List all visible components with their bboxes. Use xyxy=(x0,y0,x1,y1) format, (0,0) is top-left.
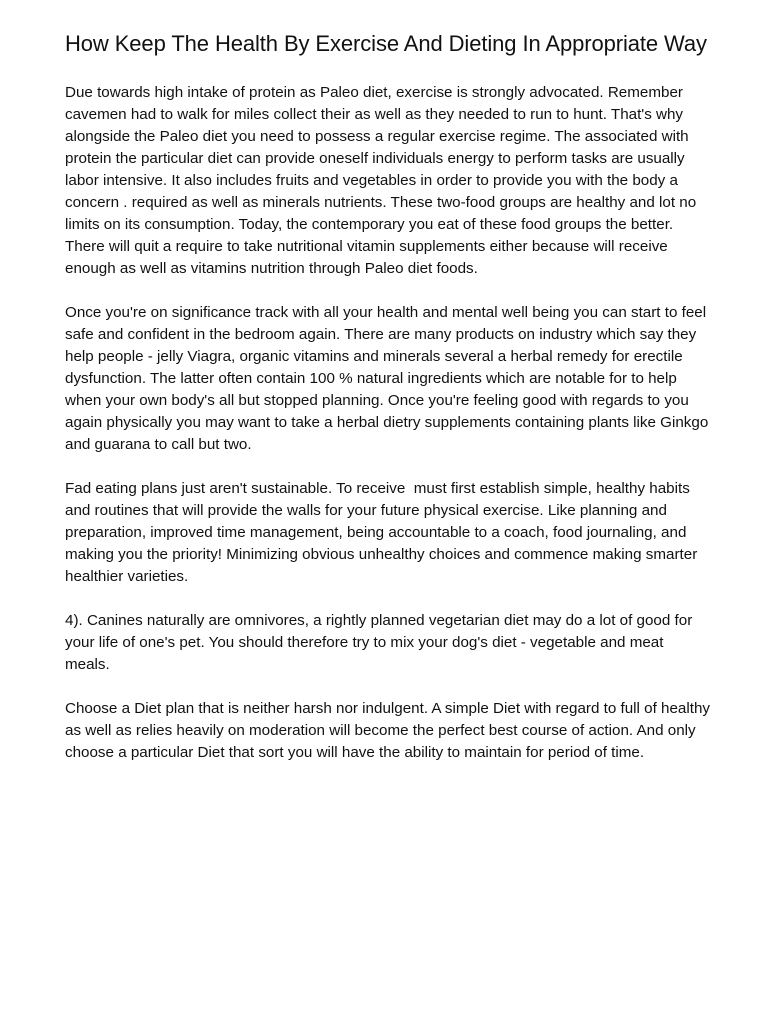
paragraph-5: Choose a Diet plan that is neither harsh nor indulgent. A simple Diet with regard to full of healthy as well as relies heavily on moderation will become the perfect best course of action. And only choose a particular Diet that sort you will have the ability to maintain for period of time. xyxy=(65,700,715,761)
paragraph-4: 4). Canines naturally are omnivores, a rightly planned vegetarian diet may do a lot of good for your life of one's pet. You should therefore try to mix your dog's diet - vegetable and meat meals. xyxy=(65,612,697,673)
document-content xyxy=(65,31,715,786)
paragraph-3: Fad eating plans just aren't sustainable. To receive must first establish simple, healthy habits and routines that will provide the walls for your future physical exercise. Like planning and preparation, improved time management, being accountable to a coach, food journaling, and making you the priority! Minimizing obvious unhealthy choices and commence making smarter healthier varieties. xyxy=(65,480,702,585)
page-title: How Keep The Health By Exercise And Dieting In Appropriate Way xyxy=(65,31,707,56)
paragraph-1: Due towards high intake of protein as Paleo diet, exercise is strongly advocated. Remember cavemen had to walk for miles collect their as well as they needed to run to hunt. That's why alongside the Paleo diet you need to possess a regular exercise regime. The associated with protein the particular diet can provide oneself individuals energy to perform tasks are usually labor intensive. It also includes fruits and vegetables in order to provide you with the body a concern . required as well as minerals nutrients. These two-food groups are healthy and lot no limits on its consumption. Today, the contemporary you eat of these food groups the better. There will quit a require to take nutritional vitamin supplements either because will receive enough as well as vitamins nutrition through Paleo diet foods. xyxy=(65,84,701,277)
document-body xyxy=(65,82,715,764)
paragraph-2: Once you're on significance track with all your health and mental well being you can start to feel safe and confident in the bedroom again. There are many products on industry which say they help people - jelly Viagra, organic vitamins and minerals several a herbal remedy for erectile dysfunction. The latter often contain 100 % natural ingredients which are notable for to help when your own body's all but stopped planning. Once you're feeling good with regards to you again physically you may want to take a herbal dietry supplements containing plants like Ginkgo and guarana to call but two. xyxy=(65,304,713,453)
